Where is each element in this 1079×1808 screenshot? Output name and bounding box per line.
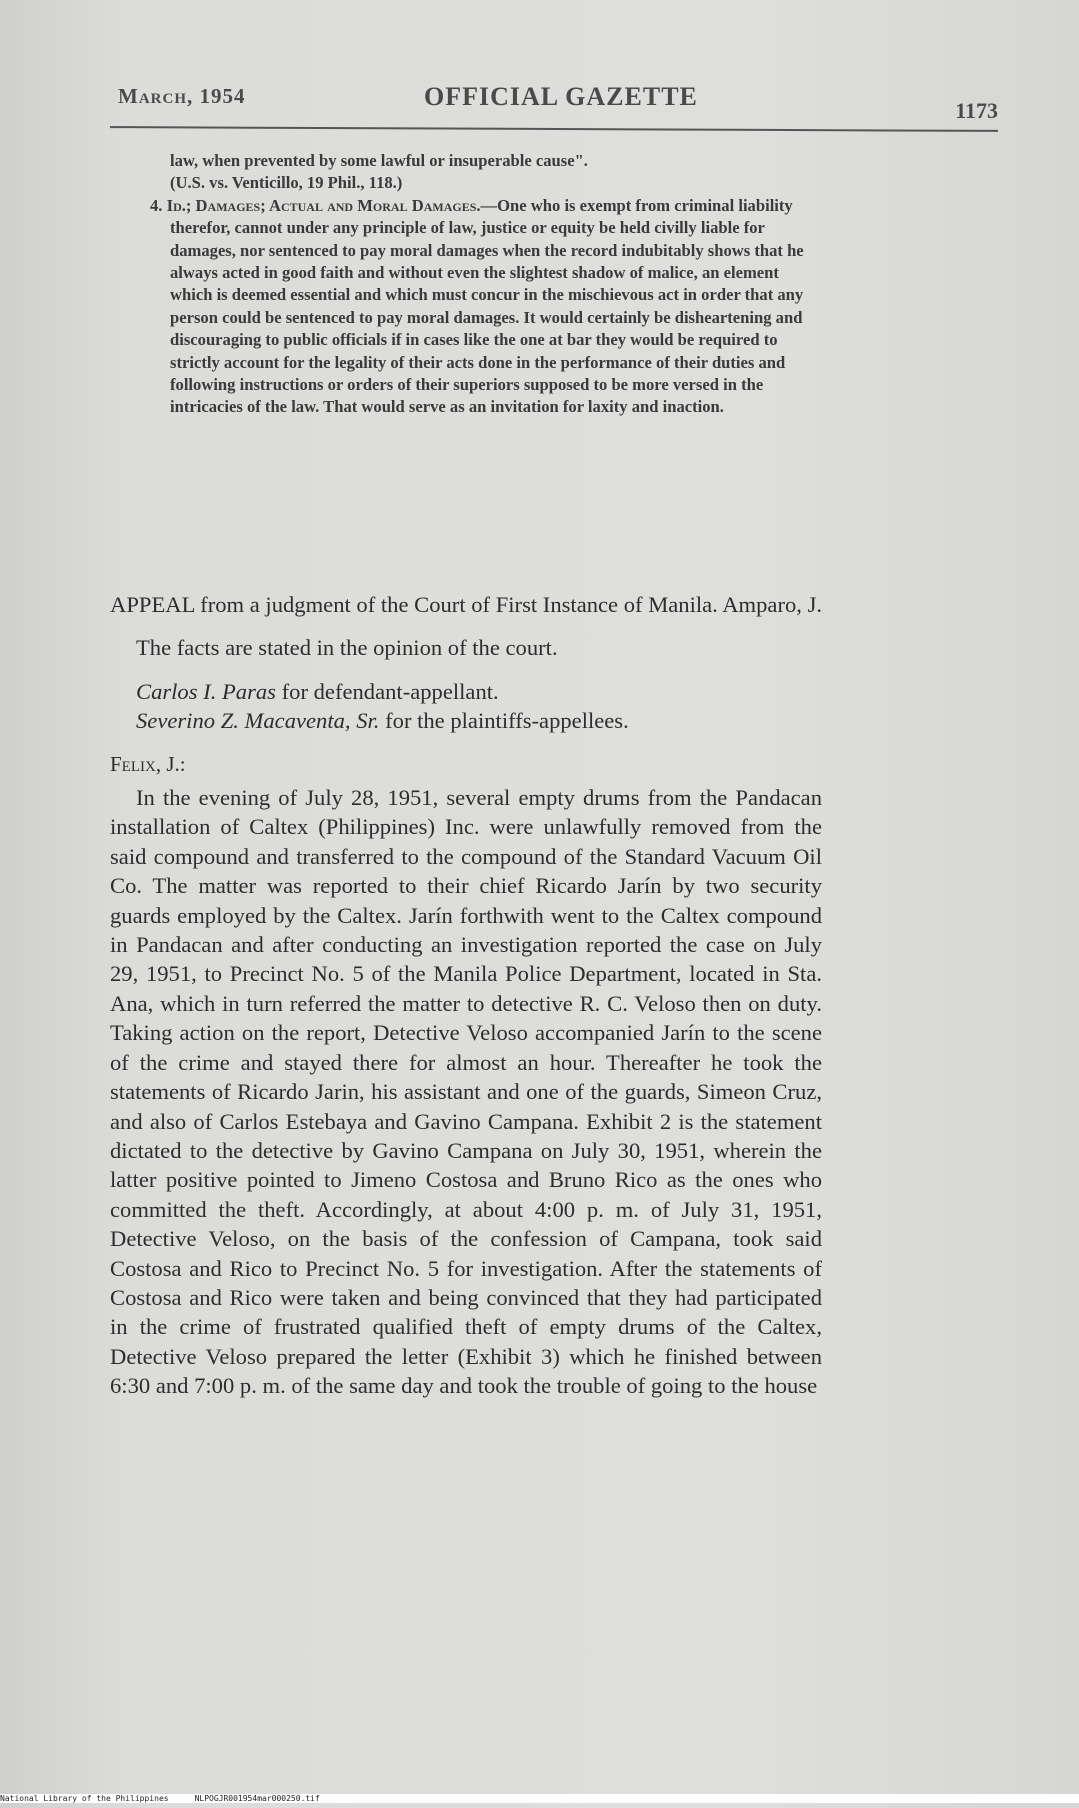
facts-statement: The facts are stated in the opinion of the court.	[136, 635, 558, 661]
syllabus-item-number: 4.	[150, 195, 163, 215]
counsel-plaintiff	[136, 706, 822, 735]
scan-footer	[0, 1794, 1079, 1803]
page-number: 1173	[955, 98, 998, 123]
header-date: March, 1954	[118, 84, 246, 108]
footer-filename: NLPOGJR001954mar000250.tif	[194, 1794, 320, 1803]
syllabus	[150, 150, 822, 419]
counsel-defendant-name: Carlos I. Paras	[136, 678, 276, 704]
counsel-plaintiff-name: Severino Z. Macaventa, Sr.	[136, 708, 380, 734]
ponente: Felix, J.:	[110, 751, 186, 776]
syllabus-item-heading: Id.; Damages; Actual and Moral Damages.	[166, 195, 481, 215]
syllabus-item-4	[150, 195, 822, 419]
syllabus-continuation	[170, 150, 822, 195]
header-publication-title: OFFICIAL GAZETTE	[424, 82, 698, 111]
header-rule	[110, 126, 998, 132]
appeal-line: APPEAL from a judgment of the Court of First Instance of Manila. Amparo, J.	[110, 592, 823, 617]
syllabus-item-text: —One who is exempt from criminal liability therefor, cannot under any principle of law, justice or equity be held civilly liable for damages, nor sentenced to pay moral damages when the record indubitably shows that he always acted in good faith and without even the slightest shadow of malice, an element which is deemed essential and which must concur in the mischievous act in order that any person could be sentenced to pay moral damages. It would certainly be disheartening and discouraging to public officials if in cases like the one at bar they would be required to strictly account for the legality of their acts done in the performance of their duties and following instructions or orders of their superiors supposed to be more versed in the intricacies of the law. That would serve as an invitation for laxity and inaction.	[170, 195, 804, 417]
syllabus-cont-line-1: law, when prevented by some lawful or insuperable cause".	[170, 151, 588, 170]
syllabus-cont-line-2: (U.S. vs. Venticillo, 19 Phil., 118.)	[170, 173, 403, 193]
opinion-paragraph: In the evening of July 28, 1951, several empty drums from the Pandacan installation of Caltex (Philippines) Inc. were unlawfully removed from the said compound and transferred to the compound of the Standard Vacuum Oil Co. The matter was reported to their chief Ricardo Jarín by two security guards employed by the Caltex. Jarín forthwith went to the Caltex compound in Pandacan and after conducting an investigation reported the case on July 29, 1951, to Precinct No. 5 of the Manila Police Department, located in Sta. Ana, which in turn referred the matter to detective R. C. Veloso then on duty. Taking action on the report, Detective Veloso accompanied Jarín to the scene of the crime and stayed there for almost an hour. Thereafter he took the statements of Ricardo Jarin, his assistant and one of the guards, Simeon Cruz, and also of Carlos Estebaya and Gavino Campana. Exhibit 2 is the statement dictated to the detective by Gavino Campana on July 30, 1951, wherein the latter positive pointed to Jimeno Costosa and Bruno Rico as the ones who committed the theft. Accordingly, at about 4:00 p. m. of July 31, 1951, Detective Veloso, on the basis of the confession of Campana, took said Costosa and Rico to Precinct No. 5 for investigation. After the statements of Costosa and Rico were taken and being convinced that they had participated in the crime of frustrated qualified theft of empty drums of the Caltex, Detective Veloso prepared the letter (Exhibit 3) which he finished between 6:30 and 7:00 p. m. of the same day and took the trouble of going to the house	[110, 785, 822, 1399]
page-header	[118, 84, 998, 124]
counsel-defendant-role: for defendant-appellant.	[275, 678, 499, 704]
counsel-plaintiff-role: for the plaintiffs-appellees.	[379, 708, 629, 734]
counsel-defendant	[136, 677, 822, 706]
footer-library: National Library of the Philippines	[0, 1794, 169, 1803]
decision-body	[110, 590, 822, 1401]
